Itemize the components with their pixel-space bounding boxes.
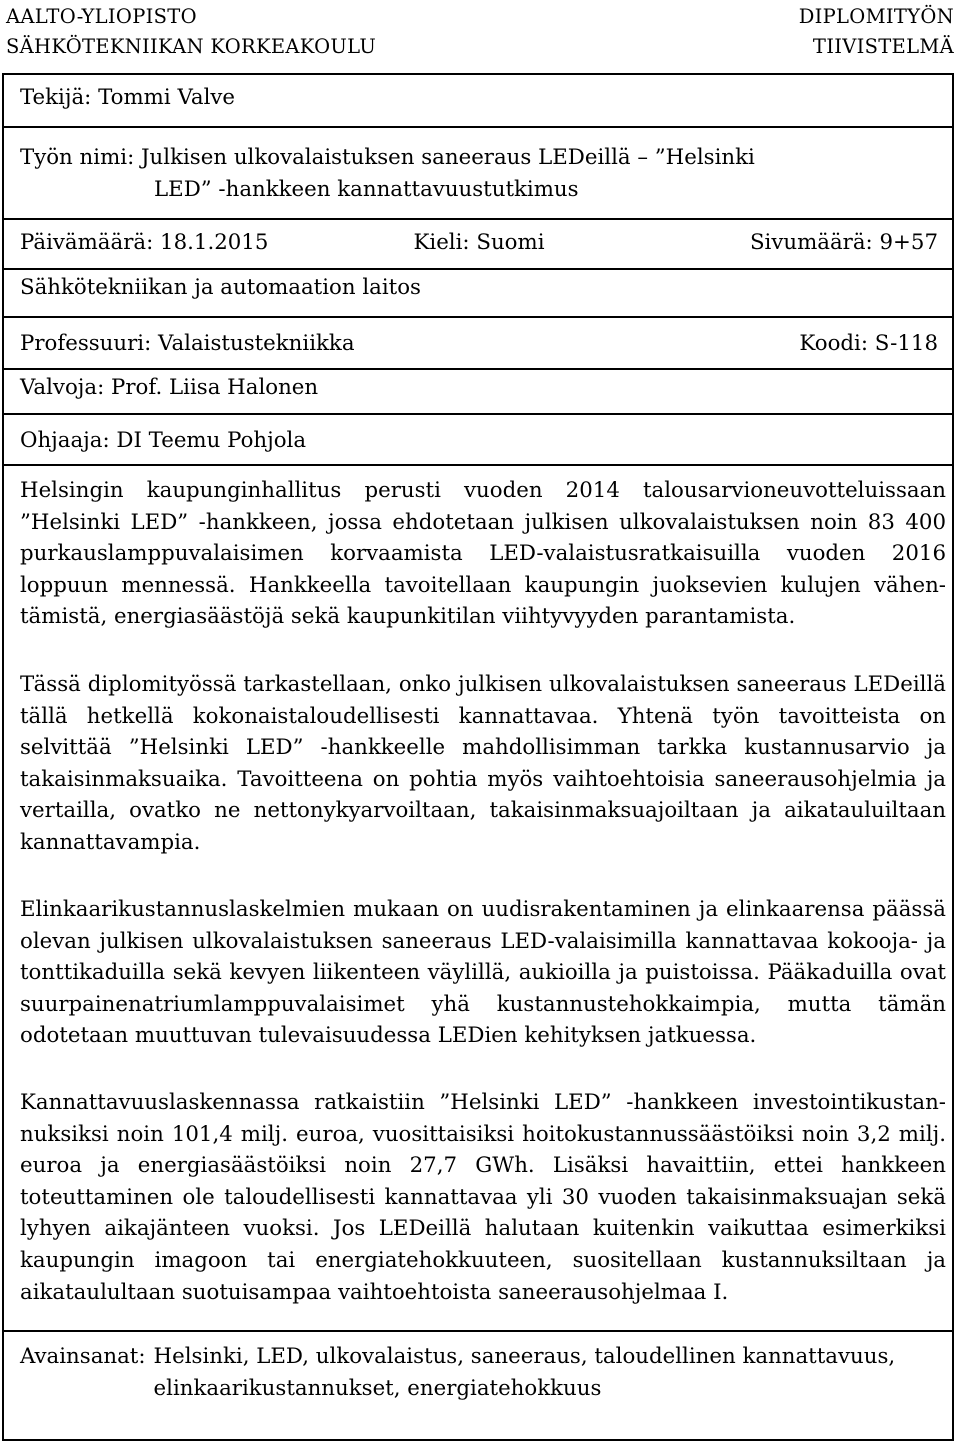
divider	[4, 126, 952, 128]
professorship: Professuuri: Valaistustekniikka	[20, 331, 355, 356]
language: Kieli: Suomi	[413, 230, 545, 255]
instructor: Ohjaaja: DI Teemu Pohjola	[20, 428, 307, 453]
supervisor: Valvoja: Prof. Liisa Halonen	[20, 375, 319, 400]
divider	[4, 464, 952, 466]
thesis-title-line1: Työn nimi: Julkisen ulkovalaistuksen saneeraus LEDeillä – ”Helsinki	[20, 145, 755, 170]
header-right	[799, 2, 954, 62]
course-code: Koodi: S-118	[799, 331, 938, 356]
header-left	[6, 2, 376, 62]
thesis-title-line2: LED” -hankkeen kannattavuustutkimus	[154, 177, 579, 202]
page-header	[0, 0, 960, 62]
date: Päivämäärä: 18.1.2015	[20, 230, 269, 255]
abstract-paragraph-3: Elinkaarikustannuslaskelmien mukaan on uudisrakentaminen ja elinkaarensa päässä olevan julkisen ulkovalaistuksen saneeraus LED-valaisimilla kannattavaa kokooja- ja tonttikaduilla sekä kevyen liikenteen väylillä, aukioilla ja puistoissa. Pääkaduilla ovat suurpainenatriumlamppuvalaisimet yhä kustannustehokkaimpia, mutta tämän odotetaan muuttuvan tulevaisuudessa LEDien kehityksen jatkuessa.	[20, 897, 946, 1049]
school-name: SÄHKÖTEKNIIKAN KORKEAKOULU	[6, 35, 377, 58]
keywords-label: Avainsanat:	[20, 1344, 146, 1369]
university-name: AALTO-YLIOPISTO	[6, 5, 197, 28]
doc-type-line2: TIIVISTELMÄ	[812, 35, 954, 58]
department: Sähkötekniikan ja automaation laitos	[20, 275, 421, 300]
meta-row	[20, 227, 938, 259]
divider	[4, 268, 952, 270]
divider	[4, 316, 952, 318]
abstract-paragraph-1: Helsingin kaupunginhallitus perusti vuoden 2014 talousarvioneuvotteluissaan ”Helsinki LED” -hankkeen, jossa ehdotetaan julkisen ulkovalaistuksen noin 83 400 purkauslamppuvalaisimen korvaamista LED-valaistusratkaisuilla vuoden 2016 loppuun mennessä. Hankkeella tavoitellaan kaupungin juoksevien kulujen vähentämistä, energiasäästöjä sekä kaupunkitilan viihtyvyyden parantamista.	[20, 478, 946, 630]
doc-type-line1: DIPLOMITYÖN	[798, 5, 954, 28]
divider	[4, 218, 952, 220]
divider	[4, 368, 952, 370]
abstract-paragraph-4: Kannattavuuslaskennassa ratkaistiin ”Helsinki LED” -hankkeen investointikustannuksiksi noin 101,4 milj. euroa, vuosittaisiksi hoitokustannussäästöiksi noin 3,2 milj. euroa ja energiasäästöiksi noin 27,7 GWh. Lisäksi havaittiin, ettei hankkeen toteuttaminen ole taloudellisesti kannattavaa yli 30 vuoden takaisinmaksuajan sekä lyhyen aikajänteen vuoksi. Jos LEDeillä halutaan kuitenkin vaikuttaa esimerkiksi kaupungin imagoon tai energiatehokkuuteen, suositellaan kustannuksiltaan ja aikataulultaan suotuisampaa vaihtoehtoista saneerausohjelmaa I.	[20, 1090, 946, 1305]
keywords	[20, 1341, 938, 1404]
keywords-value: Helsinki, LED, ulkovalaistus, saneeraus, taloudellinen kannattavuus, elinkaarikustannukset, energiatehokkuus	[153, 1344, 896, 1401]
abstract-paragraph-2: Tässä diplomityössä tarkastellaan, onko julkisen ulkovalaistuksen saneeraus LEDeillä tällä hetkellä kokonaistaloudellisesti kannattavaa. Yhtenä työn tavoitteista on selvittää ”Helsinki LED” -hankkeelle mahdollisimman tarkka kustannusarvio ja takaisinmaksuaika. Tavoitteena on pohtia myös vaihtoehtoisia saneerausohjelmia ja vertailla, ovatko ne nettonykyarvoiltaan, takaisinmaksuajoiltaan ja aikatauluiltaan kannattavampia.	[20, 672, 946, 855]
author: Tekijä: Tommi Valve	[20, 85, 236, 110]
professorship-row	[20, 328, 938, 360]
page-count: Sivumäärä: 9+57	[749, 230, 938, 255]
abstract-frame	[2, 73, 954, 1441]
divider	[4, 413, 952, 415]
divider	[4, 1330, 952, 1332]
